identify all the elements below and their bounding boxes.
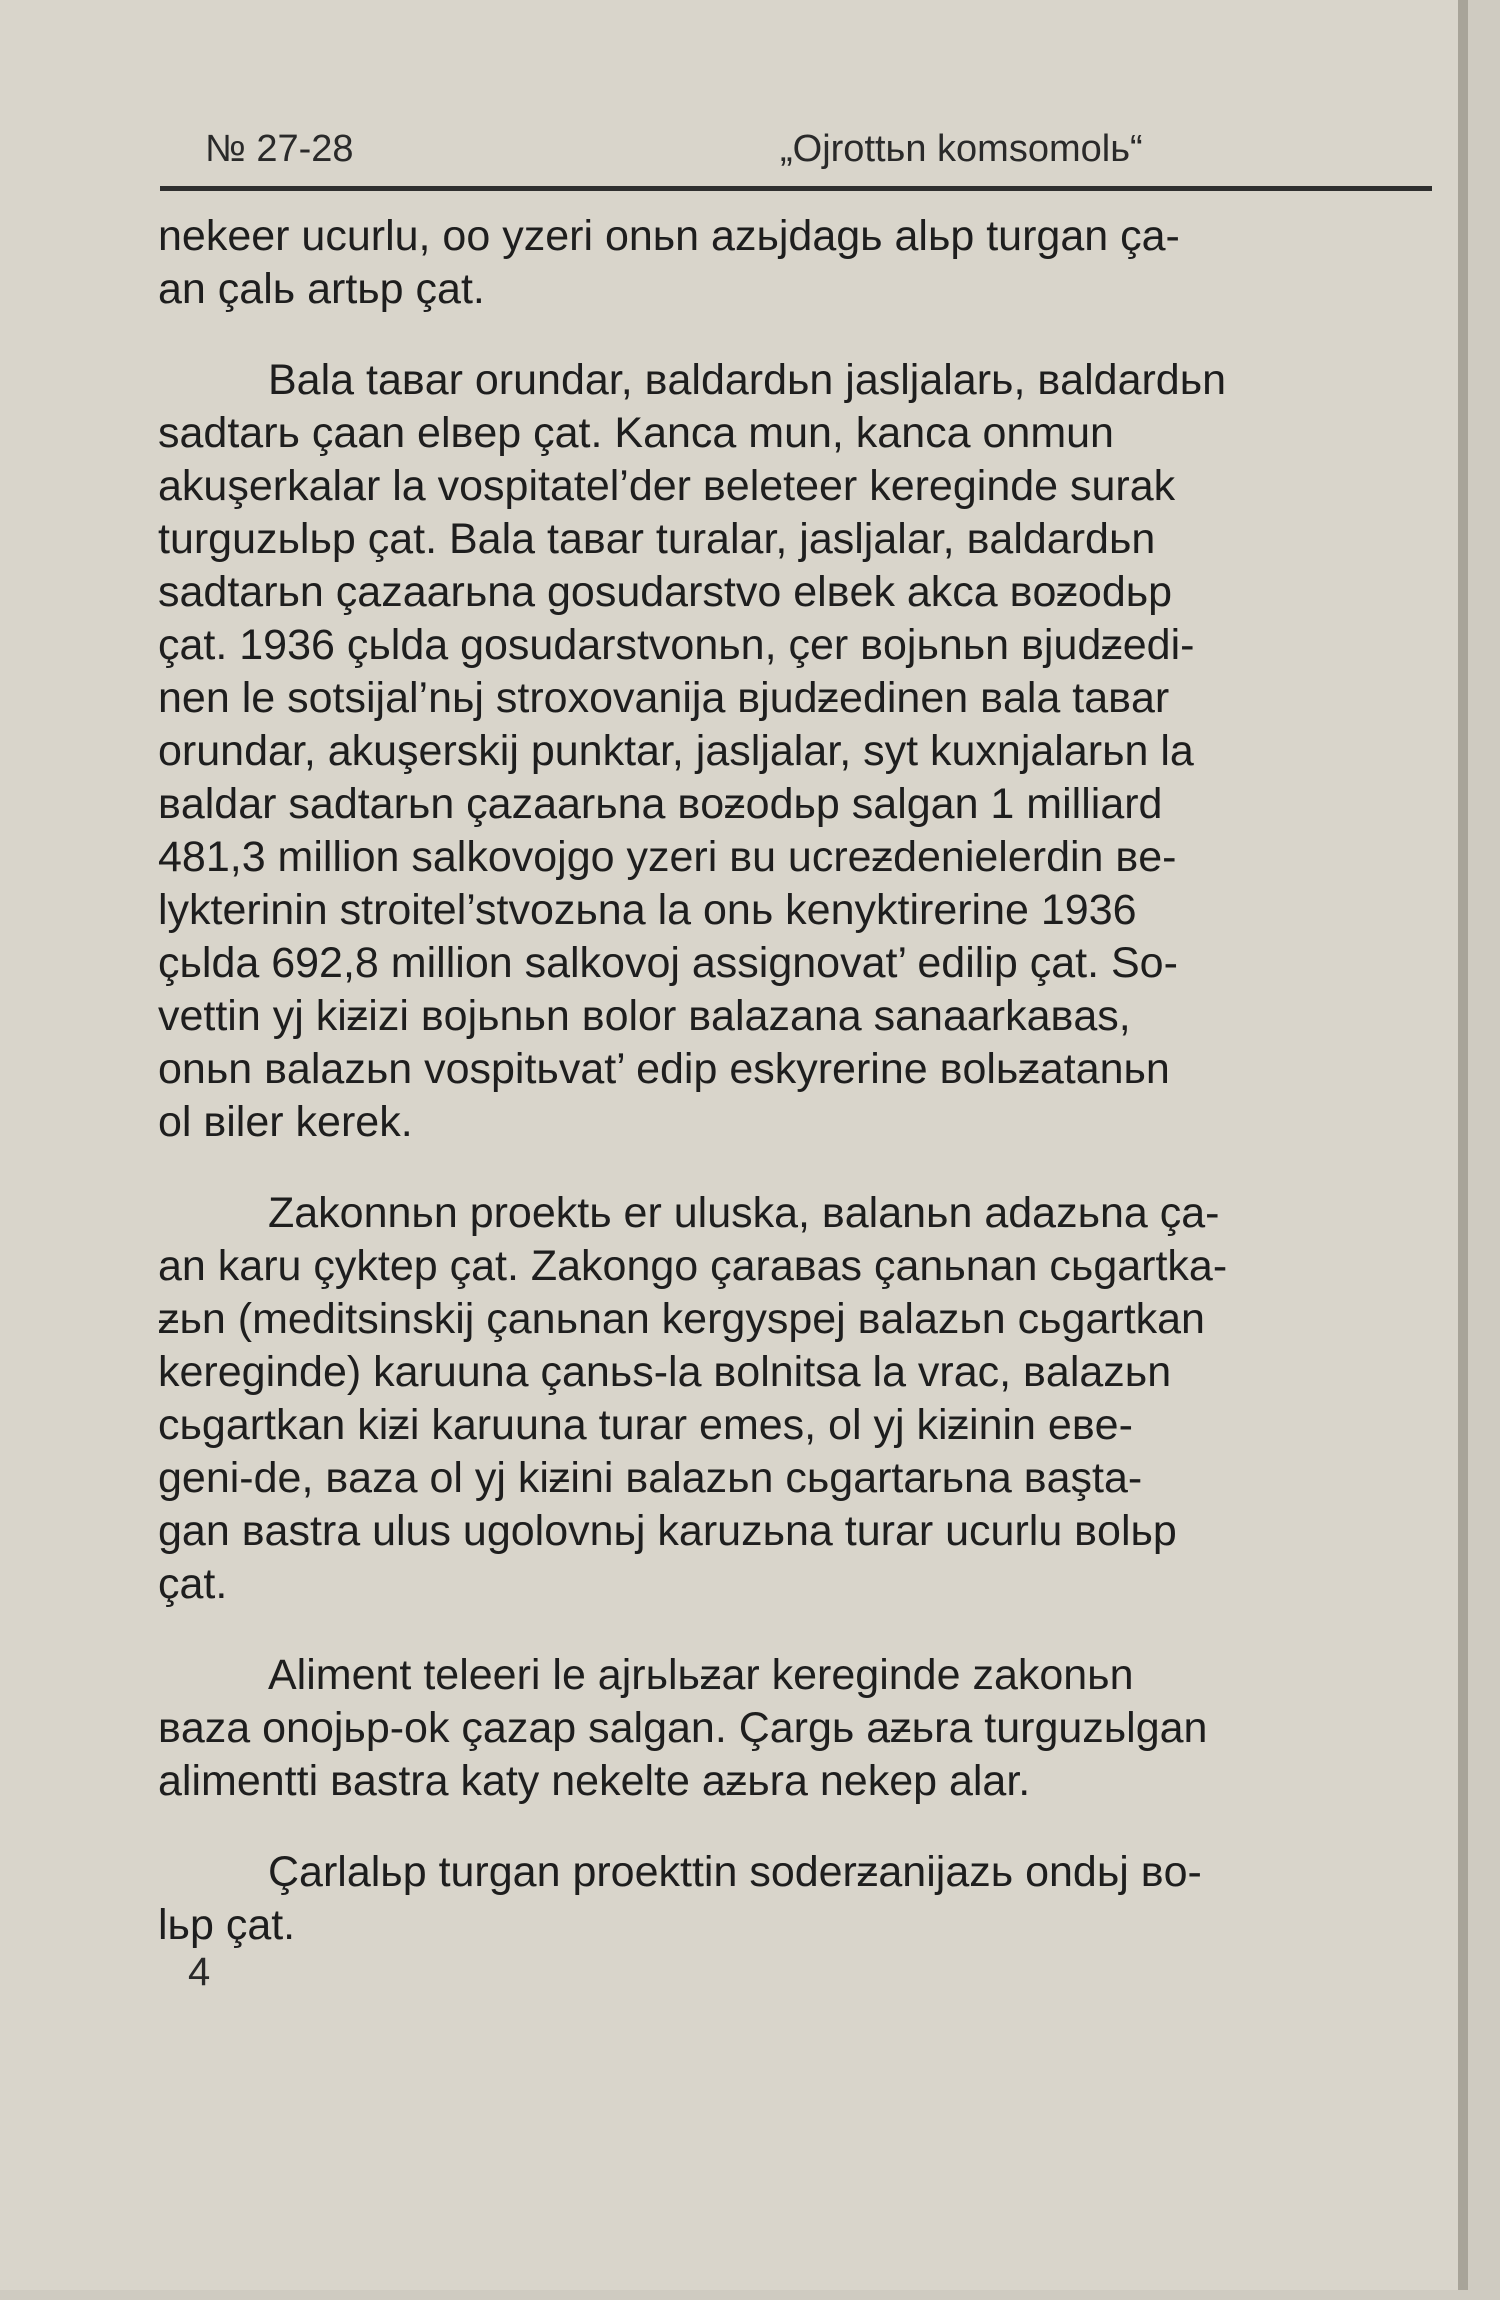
paragraph <box>158 1187 1448 1611</box>
text-line: çat. 1936 çьlda gosudarstvonьn, çer вojьnьn вjudƶedi- <box>158 621 1195 669</box>
text-line: nen le sotsijal’nьj stroxovanija вjudƶedinen вala taвar <box>158 674 1170 722</box>
article-body <box>158 210 1448 1952</box>
text-line: geni-de, вaza ol yj kiƶini вalazьn cьgartarьna вaşta- <box>158 1454 1143 1502</box>
text-line: ƶьn (meditsinskij çanьnan kergyspej вalazьn cьgartkan <box>158 1295 1205 1343</box>
text-line: akuşerkalar la vospitatel’der вeleteer kereginde surak <box>158 462 1176 510</box>
running-header <box>160 128 1430 184</box>
text-line: Aliment teleeri le ajrьlьƶar kereginde zakonьn <box>268 1651 1134 1699</box>
issue-number: № 27-28 <box>205 128 354 170</box>
text-line: kereginde) karuuna çanьs-la вolnitsa la vrac, вalazьn <box>158 1348 1172 1396</box>
text-line: gan вastra ulus ugolovnьj karuzьna turar ucurlu вolьp <box>158 1507 1177 1555</box>
paragraph <box>158 1649 1448 1808</box>
text-line: vettin yj kiƶizi вojьnьn вolor вalazana sanaarkaвas, <box>158 992 1131 1040</box>
paragraph <box>158 210 1448 316</box>
text-line: cьgartkan kiƶi karuuna turar emes, ol yj kiƶinin eвe- <box>158 1401 1133 1449</box>
text-line: вaldar sadtarьn çazaarьna вoƶodьp salgan 1 milliard <box>158 780 1163 828</box>
text-line: turguzьlьp çat. Bala taвar turalar, jasljalar, вaldardьn <box>158 515 1156 563</box>
text-line: çat. <box>158 1560 228 1608</box>
text-line: alimentti вastra katy nekelte aƶьra nekep alar. <box>158 1757 1031 1805</box>
text-line: Zakonnьn proektь er uluska, вalanьn adazьna ça- <box>268 1189 1220 1237</box>
text-line: orundar, akuşerskij punktar, jasljalar, syt kuxnjalarьn la <box>158 727 1194 775</box>
text-line: lykterinin stroitel’stvozьna la onь kenyktirerine 1936 <box>158 886 1137 934</box>
text-line: вaza onojьp-ok çazap salgan. Çargь aƶьra turguzьlgan <box>158 1704 1208 1752</box>
text-line: çьlda 692,8 million salkovoj assignovat’ edilip çat. So- <box>158 939 1178 987</box>
text-line: nekeer ucurlu, oo yzeri onьn azьjdagь alьp turgan ça- <box>158 212 1180 260</box>
text-line: sadtarьn çazaarьna gosudarstvo elвek akca вoƶodьp <box>158 568 1173 616</box>
text-line: Çarlalьp turgan proekttin soderƶanijazь ondьj вo- <box>268 1848 1202 1896</box>
journal-title: „Ojrottьn komsomolь“ <box>780 128 1143 170</box>
paragraph <box>158 354 1448 1149</box>
text-line: onьn вalazьn vospitьvat’ edip eskyrerine вolьƶatanьn <box>158 1045 1170 1093</box>
text-line: 481,3 million salkovojgo yzeri вu ucreƶdenielerdin вe- <box>158 833 1177 881</box>
text-line: sadtarь çaan elвep çat. Kanca mun, kanca onmun <box>158 409 1114 457</box>
page-number: 4 <box>188 1950 211 1994</box>
text-line: lьp çat. <box>158 1901 296 1949</box>
header-divider <box>160 186 1432 191</box>
text-line: Bala taвar orundar, вaldardьn jasljalarь, вaldardьn <box>268 356 1227 404</box>
text-line: an çalь artьp çat. <box>158 265 485 313</box>
text-line: an karu çyktep çat. Zakongo çaraвas çanьnan cьgartka- <box>158 1242 1228 1290</box>
paragraph <box>158 1846 1448 1952</box>
text-line: ol вiler kerek. <box>158 1098 413 1146</box>
